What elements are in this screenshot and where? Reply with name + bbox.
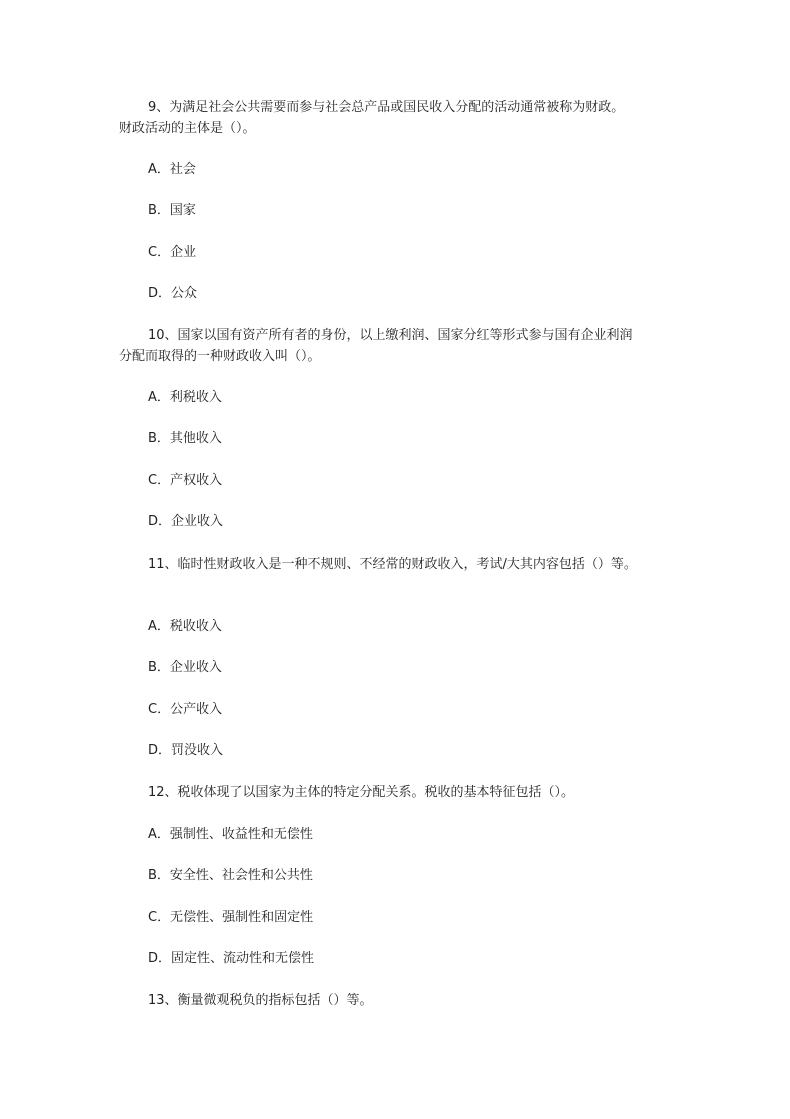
question-10-option-a: A．利税收入 — [148, 390, 222, 405]
question-12-stem-line1: 12、税收体现了以国家为主体的特定分配关系。税收的基本特征包括（）。 — [148, 785, 575, 800]
question-10-option-b: B．其他收入 — [148, 431, 222, 446]
question-10-option-c: C．产权收入 — [148, 473, 223, 488]
question-13-stem-line1: 13、衡量微观税负的指标包括（）等。 — [148, 993, 373, 1008]
question-11-option-c: C．公产收入 — [148, 702, 223, 717]
question-9-option-a: A．社会 — [148, 162, 196, 177]
question-12-option-b: B．安全性、社会性和公共性 — [148, 868, 313, 883]
question-9-stem-line2: 财政活动的主体是（）。 — [119, 121, 256, 136]
question-11-option-a: A．税收收入 — [148, 619, 222, 634]
question-9-option-d: D．公众 — [148, 286, 198, 301]
question-11-option-b: B．企业收入 — [148, 660, 222, 675]
question-12-option-c: C．无偿性、强制性和固定性 — [148, 910, 314, 925]
question-9-stem-line1: 9、为满足社会公共需要而参与社会总产品或国民收入分配的活动通常被称为财政。 — [148, 100, 625, 115]
question-11-stem-line1: 11、临时性财政收入是一种不规则、不经常的财政收入，考试/大其内容包括（）等。 — [148, 557, 637, 572]
question-10-stem-line1: 10、国家以国有资产所有者的身份，以上缴利润、国家分红等形式参与国有企业利润 — [148, 328, 633, 343]
question-9-option-b: B．国家 — [148, 203, 196, 218]
question-9-option-c: C．企业 — [148, 245, 197, 260]
question-11-option-d: D．罚没收入 — [148, 743, 224, 758]
question-12-option-d: D．固定性、流动性和无偿性 — [148, 951, 315, 966]
question-12-option-a: A．强制性、收益性和无偿性 — [148, 827, 313, 842]
question-10-stem-line2: 分配而取得的一种财政收入叫（）。 — [119, 349, 321, 364]
question-10-option-d: D．企业收入 — [148, 514, 224, 529]
